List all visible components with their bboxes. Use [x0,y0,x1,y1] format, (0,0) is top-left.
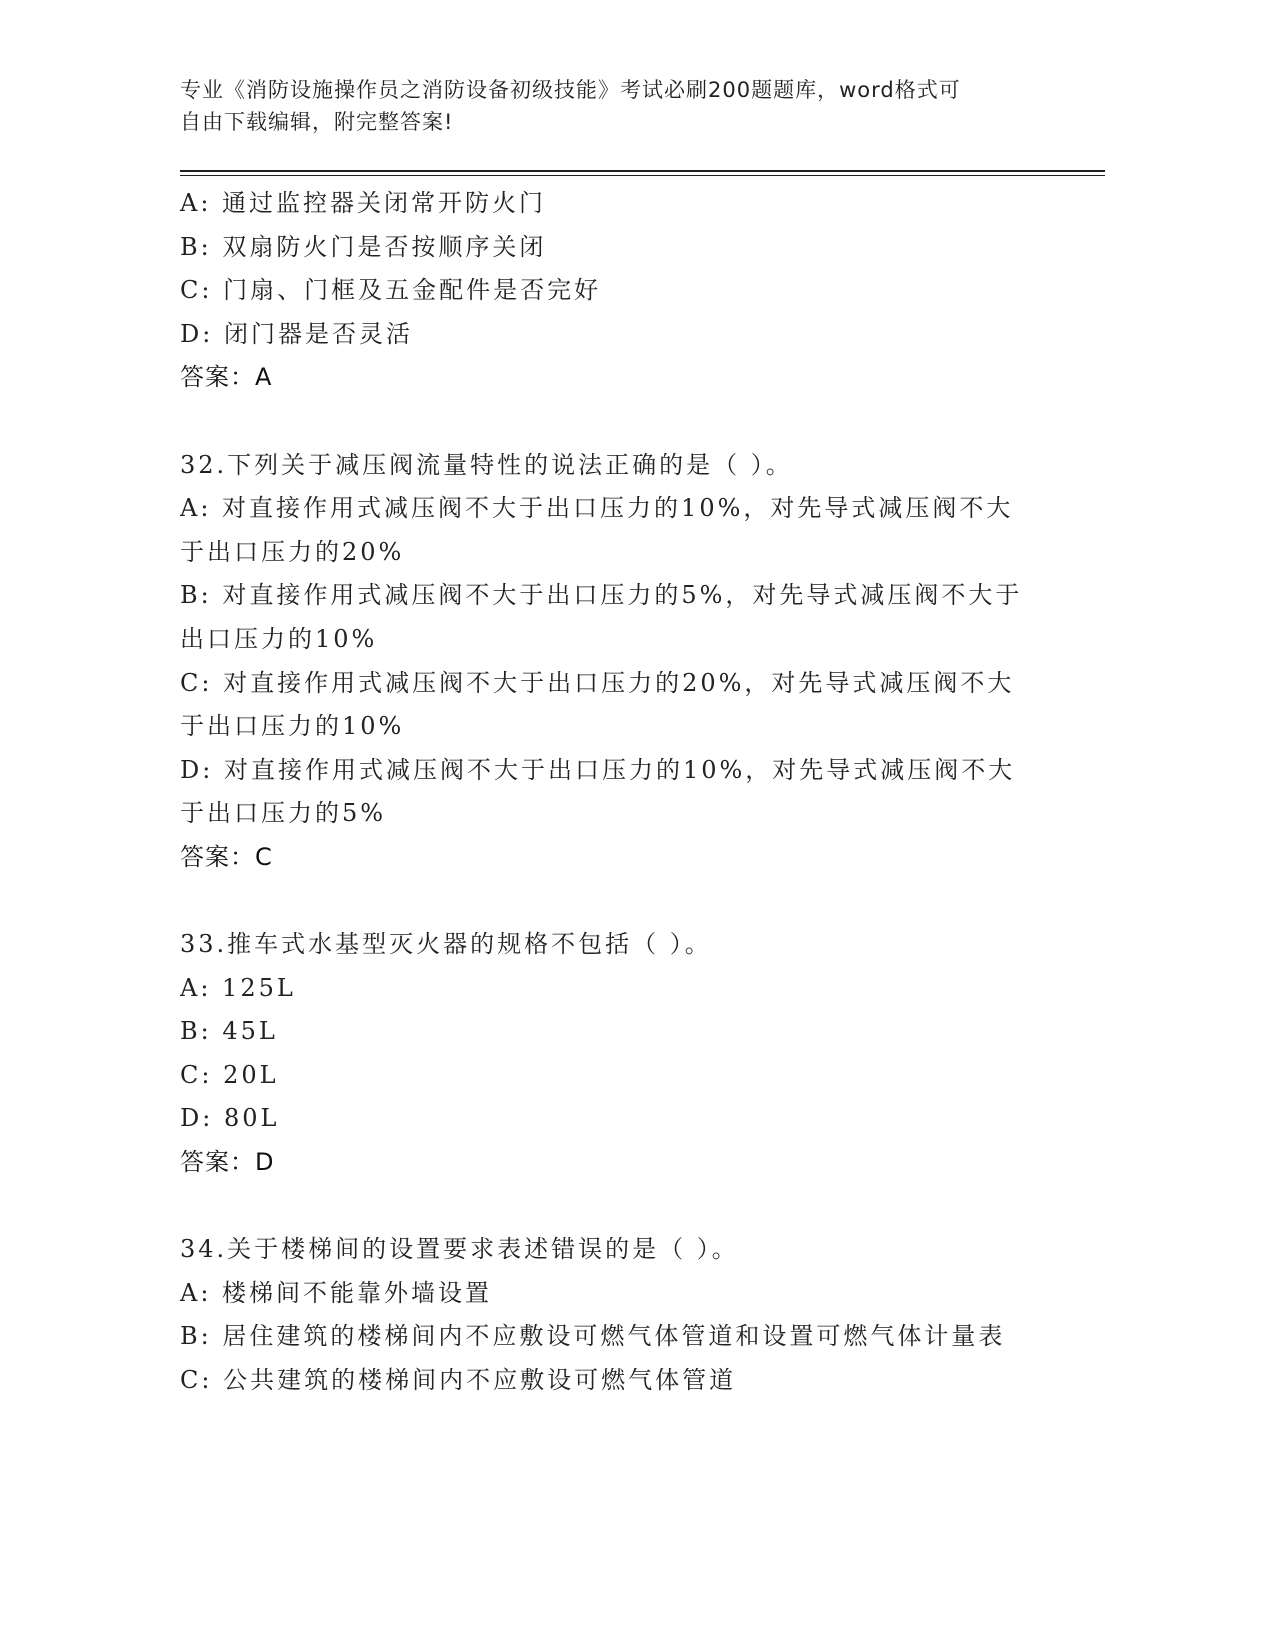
header-divider-thick [180,170,1105,172]
q34-question: 34.关于楼梯间的设置要求表述错误的是（ ）。 [180,1235,739,1264]
spacer [180,400,1060,444]
q32-option-d-cont: 于出口压力的5% [180,799,387,828]
q32-option-b: B: 对直接作用式减压阀不大于出口压力的5%，对先导式减压阀不大于 [180,581,1023,610]
q34-option-b: B: 居住建筑的楼梯间内不应敷设可燃气体管道和设置可燃气体计量表 [180,1322,1006,1351]
header-line-1: 专业《消防设施操作员之消防设备初级技能》考试必刷200题题库，word格式可 [180,78,961,102]
q32-option-c-cont: 于出口压力的10% [180,712,405,741]
q32-answer: 答案：C [180,842,273,871]
q33-answer: 答案：D [180,1148,275,1177]
document-header [180,74,1060,138]
q32-option-b-cont: 出口压力的10% [180,624,378,653]
q31-option-d: D: 闭门器是否灵活 [180,319,413,348]
q31-option-c: C: 门扇、门框及五金配件是否完好 [180,276,602,305]
spacer [180,880,1060,924]
q31-option-b: B: 双扇防火门是否按顺序关闭 [180,232,547,261]
q32-option-a: A: 对直接作用式减压阀不大于出口压力的10%，对先导式减压阀不大 [180,494,1014,523]
header-line-2: 自由下载编辑，附完整答案! [180,110,454,134]
q33-option-b: B: 45L [180,1017,278,1046]
q32-option-d: D: 对直接作用式减压阀不大于出口压力的10%，对先导式减压阀不大 [180,755,1016,784]
q31-answer: 答案：A [180,363,273,392]
spacer [180,1185,1060,1229]
q32-question: 32.下列关于减压阀流量特性的说法正确的是（ ）。 [180,450,793,479]
q33-option-d: D: 80L [180,1104,280,1133]
q34-option-c: C: 公共建筑的楼梯间内不应敷设可燃气体管道 [180,1366,737,1395]
q32-option-a-cont: 于出口压力的20% [180,537,405,566]
q33-question: 33.推车式水基型灭火器的规格不包括（ ）。 [180,930,712,959]
question-list [180,182,1060,1403]
q34-option-a: A: 楼梯间不能靠外墙设置 [180,1278,493,1307]
q32-option-c: C: 对直接作用式减压阀不大于出口压力的20%，对先导式减压阀不大 [180,668,1015,697]
q33-option-c: C: 20L [180,1060,279,1089]
q33-option-a: A: 125L [180,973,296,1002]
q31-option-a: A: 通过监控器关闭常开防火门 [180,189,547,217]
header-divider-thin [180,175,1105,176]
